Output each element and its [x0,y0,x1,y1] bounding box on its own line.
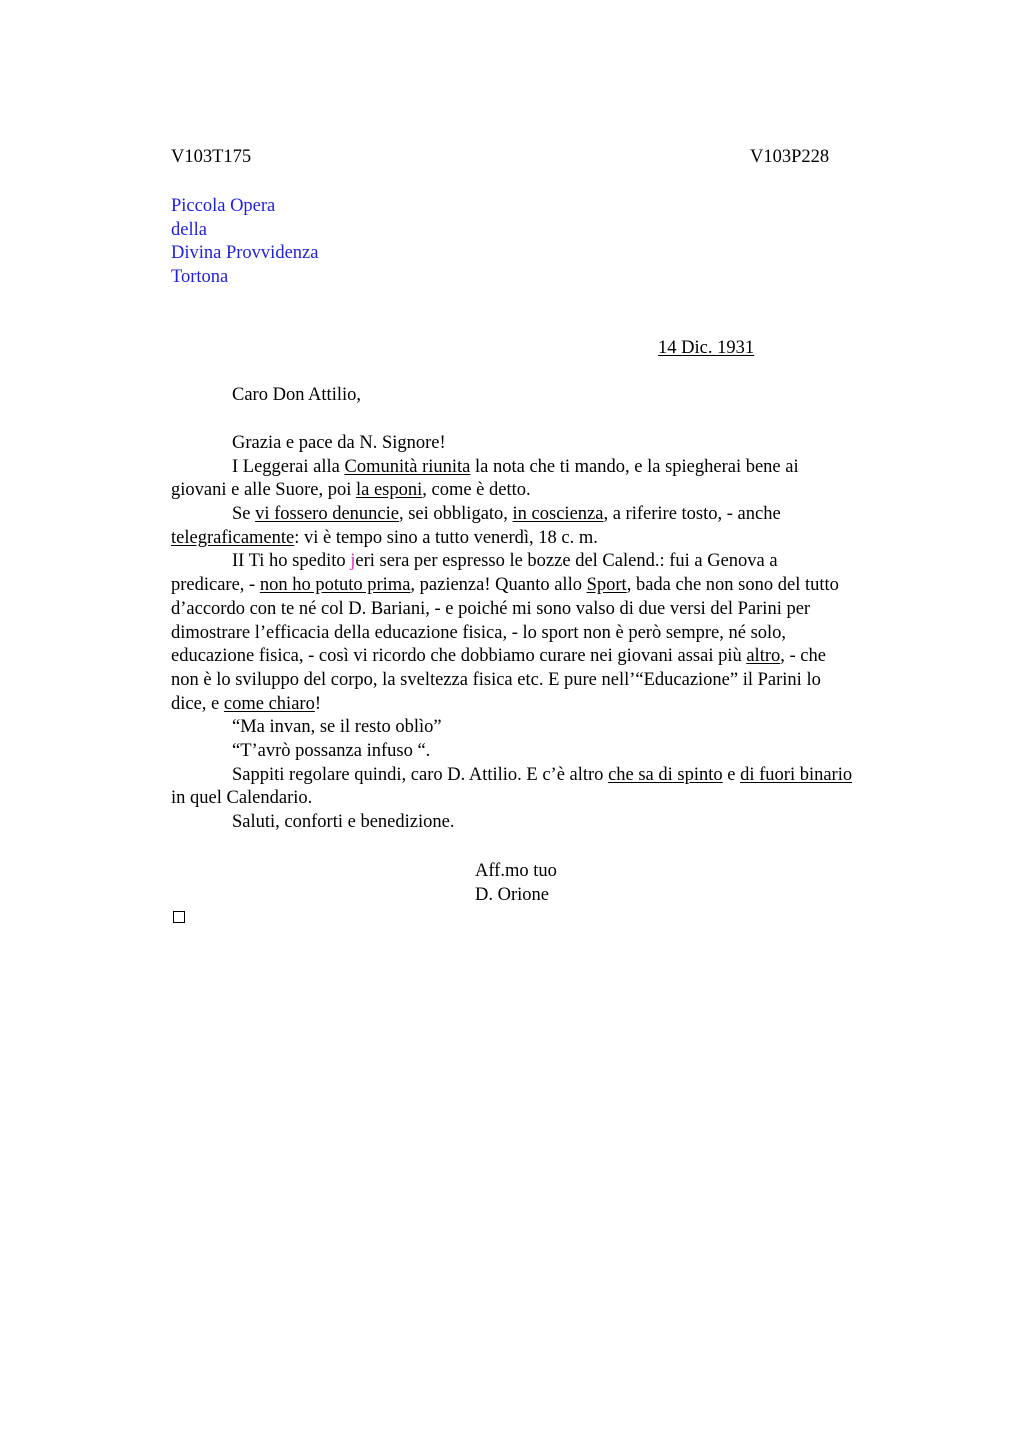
signature [475,860,557,907]
body-line: “T’avrò possanza infuso “. [232,740,431,761]
body-line: giovani e alle Suore, poi la esponi, come è detto. [171,480,531,501]
body-line: Se vi fossero denuncie, sei obbligato, in coscienza, a riferire tosto, - anche [232,504,781,525]
letterhead-line: Divina Provvidenza [171,243,319,264]
body-line: in quel Calendario. [171,788,313,809]
letterhead-line: Tortona [171,267,229,288]
header-left-code: V103T175 [171,147,252,167]
signature-name: D. Orione [475,884,549,905]
body-line: dice, e come chiaro! [171,693,321,714]
body-line: educazione fisica, - così vi ricordo che dobbiamo curare nei giovani assai più altro, - che [171,646,826,667]
letterhead-line: Piccola Opera [171,196,276,216]
body-line: Sappiti regolare quindi, caro D. Attilio. E c’è altro che sa di spinto e di fuori binario [232,764,853,785]
body-line: I Leggerai alla Comunità riunita la nota che ti mando, e la spiegherai bene ai [232,456,799,477]
body-line: II Ti ho spedito jeri sera per espresso le bozze del Calend.: fui a Genova a [232,551,778,572]
body-line: Grazia e pace da N. Signore! [232,433,446,453]
header-right-code: V103P228 [750,147,830,167]
square-marker-icon [173,911,185,923]
salutation: Caro Don Attilio, [232,385,361,405]
letterhead-line: della [171,219,207,240]
signature-line: Aff.mo tuo [475,861,557,881]
letterhead [171,195,318,290]
body-line: predicare, - non ho potuto prima, pazienza! Quanto allo Sport, bada che non sono del tutto [171,575,839,596]
body-line: dimostrare l’efficacia della educazione fisica, - lo sport non è però sempre, né solo, [171,622,787,643]
body-line: d’accordo con te né col D. Bariani, - e poiché mi sono valso di due versi del Parini per [171,598,811,619]
letter-body [171,432,941,835]
body-line: non è lo sviluppo del corpo, la sveltezza fisica etc. E pure nell’“Educazione” il Parini lo [171,669,821,690]
letter-date: 14 Dic. 1931 [658,338,755,358]
body-line: Saluti, conforti e benedizione. [232,812,455,832]
body-line: telegraficamente: vi è tempo sino a tutto venerdì, 18 c. m. [171,527,598,548]
body-line: “Ma invan, se il resto oblìo” [232,717,442,738]
